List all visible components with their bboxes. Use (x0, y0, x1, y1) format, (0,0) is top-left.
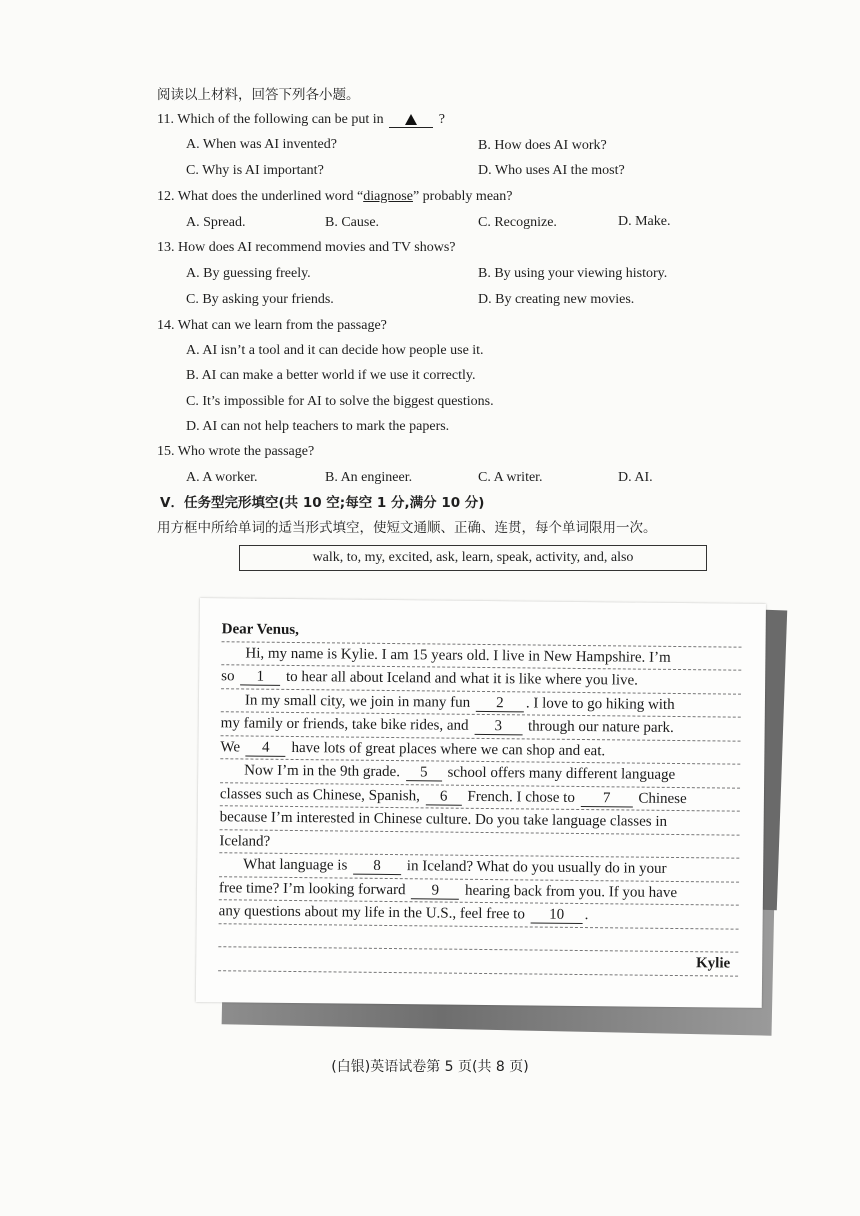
q14-option-c[interactable]: C. It’s impossible for AI to solve the biggest questions. (186, 394, 494, 409)
q11-option-b[interactable]: B. How does AI work? (478, 138, 607, 153)
letter-text: What language is (243, 856, 352, 874)
blank-8[interactable]: 8 (353, 858, 401, 876)
q15-option-d[interactable]: D. AI. (618, 470, 653, 485)
letter-card (196, 598, 766, 1008)
letter-text: have lots of great places where we can shop and eat. (287, 739, 606, 759)
q14-option-d[interactable]: D. AI can not help teachers to mark the papers. (186, 419, 450, 434)
blank-1[interactable]: 1 (240, 668, 280, 685)
question-11-stem-pre: 11. Which of the following can be put in (157, 112, 388, 127)
question-11-stem-post: ? (435, 112, 445, 127)
letter-body (218, 618, 742, 976)
blank-10[interactable]: 10 (531, 906, 583, 924)
question-12-stem-pre: 12. What does the underlined word “ (157, 189, 364, 204)
letter-text: any questions about my life in the U.S., feel free to (218, 903, 529, 923)
letter-text: Iceland? (219, 832, 271, 850)
question-12 (157, 188, 512, 206)
underlined-word: diagnose (363, 189, 413, 204)
section-instruction: 用方框中所给单词的适当形式填空，使短文通顺、正确、连贯，每个单词限用一次。 (157, 520, 657, 536)
q15-option-a[interactable]: A. A worker. (186, 470, 258, 485)
blank-4[interactable]: 4 (246, 739, 286, 756)
question-13: 13. How does AI recommend movies and TV shows? (157, 240, 456, 255)
q11-option-a[interactable]: A. When was AI invented? (186, 137, 337, 152)
blank-7[interactable]: 7 (581, 789, 633, 807)
q12-option-d[interactable]: D. Make. (618, 214, 671, 229)
letter-text: . (584, 907, 589, 924)
letter-text: classes such as Chinese, Spanish, (219, 785, 424, 804)
letter-text: free time? I’m looking forward (218, 879, 410, 898)
q13-option-d[interactable]: D. By creating new movies. (478, 292, 635, 307)
triangle-icon (405, 114, 417, 125)
letter-text: so (221, 668, 239, 685)
q14-option-a[interactable]: A. AI isn’t a tool and it can decide how people use it. (186, 343, 484, 358)
q12-option-a[interactable]: A. Spread. (186, 215, 246, 230)
blank-placeholder (389, 113, 433, 128)
blank-9[interactable]: 9 (411, 882, 459, 900)
q14-option-b[interactable]: B. AI can make a better world if we use it correctly. (186, 368, 476, 383)
letter-text: In my small city, we join in many fun (244, 691, 475, 711)
word-box: walk, to, my, excited, ask, learn, speak, activity, and, also (239, 545, 707, 571)
letter-signature: Kylie (218, 947, 738, 976)
blank-5[interactable]: 5 (406, 764, 442, 781)
letter-text: my family or friends, take bike rides, and (220, 715, 473, 734)
letter-text: Chinese (634, 790, 687, 807)
letter-text: hearing back from you. If you have (461, 882, 678, 901)
letter-text: French. I chose to (463, 788, 579, 806)
letter-greeting: Dear Venus, (222, 618, 742, 647)
q13-option-a[interactable]: A. By guessing freely. (186, 266, 311, 281)
letter-text: school offers many different language (443, 764, 676, 783)
blank-6[interactable]: 6 (426, 788, 462, 805)
letter-text: in Iceland? What do you usually do in your (403, 858, 667, 877)
q15-option-c[interactable]: C. A writer. (478, 470, 543, 485)
question-14: 14. What can we learn from the passage? (157, 318, 387, 333)
q12-option-c[interactable]: C. Recognize. (478, 215, 557, 230)
q11-option-d[interactable]: D. Who uses AI the most? (478, 163, 625, 178)
letter-text: Now I’m in the 9th grade. (244, 762, 404, 781)
section-title: V．任务型完形填空(共 10 空;每空 1 分,满分 10 分) (160, 495, 485, 511)
blank-2[interactable]: 2 (476, 694, 524, 712)
q12-option-b[interactable]: B. Cause. (325, 215, 380, 230)
question-15: 15. Who wrote the passage? (157, 444, 315, 459)
q11-option-c[interactable]: C. Why is AI important? (186, 163, 324, 178)
letter-text: to hear all about Iceland and what it is like where you live. (282, 668, 639, 689)
letter-text: Hi, my name is Kylie. I am 15 years old. I live in New Hampshire. I’m (245, 644, 671, 666)
letter-text: . I love to go hiking with (525, 694, 675, 713)
q15-option-b[interactable]: B. An engineer. (325, 470, 413, 485)
question-11 (157, 111, 445, 129)
letter-text: We (220, 738, 244, 755)
letter-text: through our nature park. (524, 718, 674, 736)
question-12-stem-post: ” probably mean? (412, 189, 513, 204)
q13-option-b[interactable]: B. By using your viewing history. (478, 266, 668, 281)
reading-instruction: 阅读以上材料，回答下列各小题。 (157, 87, 360, 103)
blank-3[interactable]: 3 (474, 718, 522, 736)
q13-option-c[interactable]: C. By asking your friends. (186, 292, 334, 307)
letter-text: because I’m interested in Chinese culture. Do you take language classes in (219, 809, 668, 830)
page-footer: (白银)英语试卷第 5 页(共 8 页) (331, 1059, 529, 1075)
